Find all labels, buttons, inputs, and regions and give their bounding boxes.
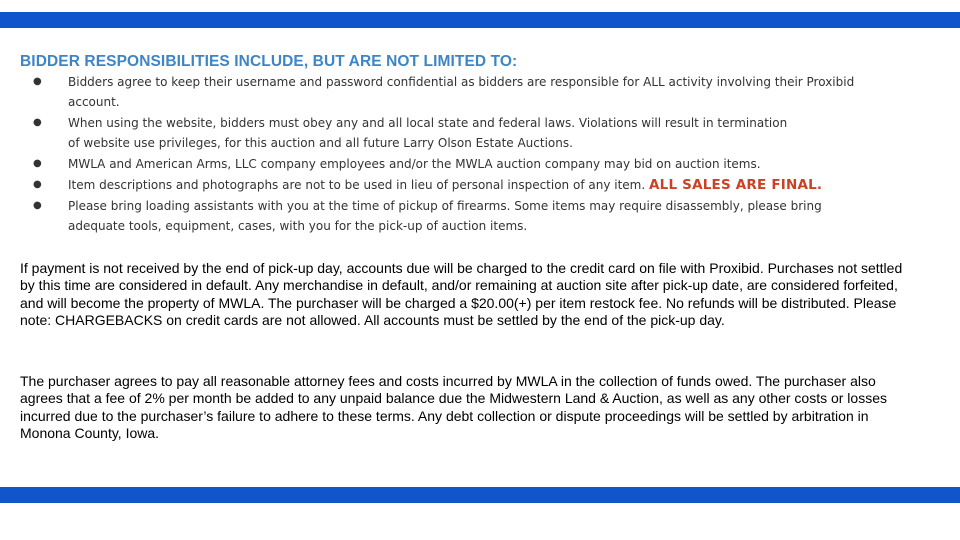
list-item	[0, 154, 960, 174]
collection-terms-paragraph: The purchaser agrees to pay all reasonable attorney fees and costs incurred by MWLA in the collection of funds owed. The purchaser also agrees that a fee of 2% per month be added to any unpaid balance due the Midwestern Land & Auction, as well as any other costs or losses incurred due to the purchaser’s failure to adhere to these terms. Any debt collection or dispute proceedings will be settled by arbitration in Monona County, Iowa.	[20, 373, 887, 442]
bullet-icon: ●	[33, 76, 42, 87]
payment-terms-paragraph: If payment is not received by the end of pick-up day, accounts due will be charged to the credit card on file with Proxibid. Purchases not settled by this time are considered in default. Any merchandise in default, and/or remaining at auction site after pick-up date, are considered forfeited, and will become the property of MWLA. The purchaser will be charged a $20.00(+) per item restock fee. No refunds will be distributed. Please note: CHARGEBACKS on credit cards are not allowed. All accounts must be settled by the end of the pick-up day.	[20, 260, 903, 329]
bullet-icon: ●	[33, 117, 42, 128]
list-item-text: MWLA and American Arms, LLC company employees and/or the MWLA auction company may bid on auction items.	[68, 157, 761, 171]
list-item	[0, 196, 960, 236]
list-item-text: adequate tools, equipment, cases, with you for the pick-up of auction items.	[68, 219, 528, 233]
section-heading: BIDDER RESPONSIBILITIES INCLUDE, BUT ARE NOT LIMITED TO:	[20, 53, 518, 70]
all-sales-final-emphasis: ALL SALES ARE FINAL.	[649, 177, 823, 193]
list-item	[0, 72, 960, 112]
list-item-text: of website use privileges, for this auction and all future Larry Olson Estate Auctions.	[68, 136, 573, 150]
bottom-accent-band	[0, 487, 960, 503]
list-item	[0, 175, 960, 195]
list-item	[0, 113, 960, 153]
list-item-text: Item descriptions and photographs are not to be used in lieu of personal inspection of any item.	[68, 178, 646, 192]
top-accent-band	[0, 12, 960, 28]
bullet-icon: ●	[33, 179, 42, 190]
list-item-text: Please bring loading assistants with you at the time of pickup of firearms. Some items may require disassembly, please bring	[68, 199, 822, 213]
list-item-text: When using the website, bidders must obey any and all local state and federal laws. Violations will result in termination	[68, 116, 788, 130]
bullet-icon: ●	[33, 158, 42, 169]
list-item-text: Bidders agree to keep their username and password confidential as bidders are responsible for ALL activity involving their Proxibid	[68, 75, 855, 89]
bullet-icon: ●	[33, 200, 42, 211]
list-item-text: account.	[68, 95, 120, 109]
responsibilities-list	[0, 72, 960, 237]
